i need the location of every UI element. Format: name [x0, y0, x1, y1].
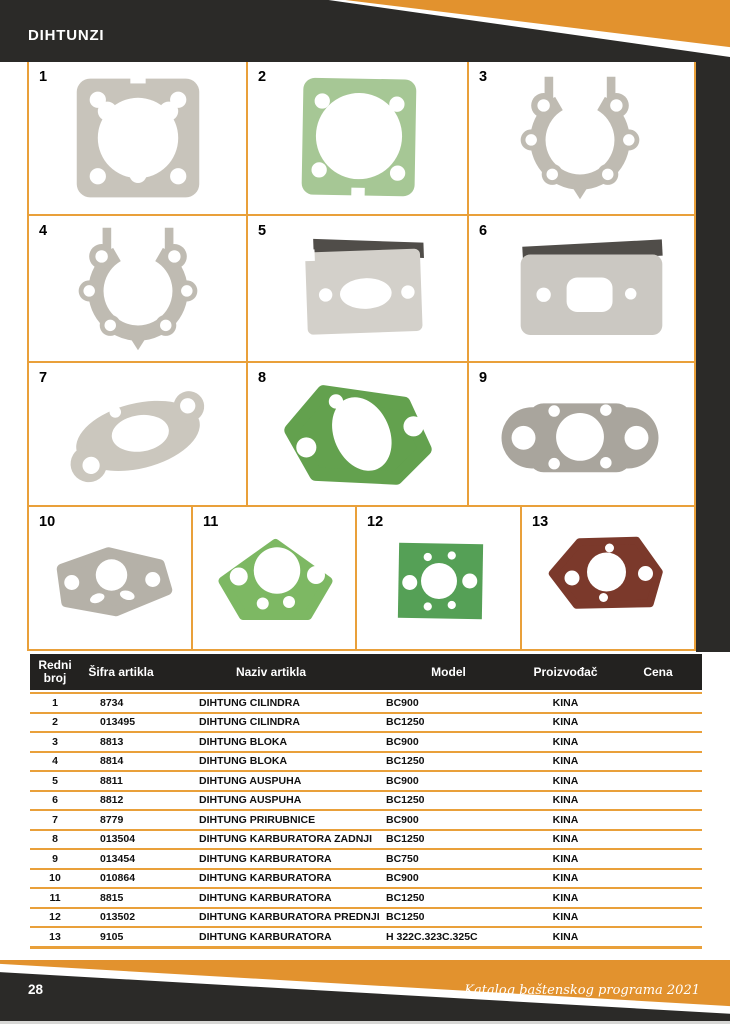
- table-header-sifra-artikla: Šifra artikla: [88, 664, 154, 679]
- item-number: 11: [203, 514, 219, 530]
- table-cell-sifra-artikla: 9105: [100, 930, 124, 943]
- grid-row-1: [29, 62, 694, 216]
- table-cell-model: BC1250: [386, 911, 425, 924]
- parts-table: [30, 654, 702, 949]
- table-row: [30, 928, 702, 949]
- page-footer: [0, 960, 730, 1024]
- table-cell-redni-broj: 7: [52, 813, 58, 826]
- table-cell-model: BC900: [386, 735, 419, 748]
- table-cell-naziv-artikla: DIHTUNG KARBURATORA: [199, 891, 332, 904]
- table-row: [30, 870, 702, 890]
- table-header-row: [30, 654, 702, 690]
- table-row: [30, 811, 702, 831]
- table-cell-redni-broj: 4: [52, 755, 58, 768]
- table-cell-proizvodjac: KINA: [552, 716, 579, 729]
- product-cell-5: [248, 216, 469, 361]
- gasket-photo-carb-gray-slots: [35, 517, 185, 639]
- table-cell-model: BC1250: [386, 716, 425, 729]
- table-row: [30, 850, 702, 870]
- table-header-cena: Cena: [643, 664, 673, 679]
- table-cell-model: BC1250: [386, 833, 425, 846]
- gasket-photo-cylinder-gray: [39, 71, 237, 205]
- table-row: [30, 694, 702, 714]
- item-number: 12: [367, 514, 384, 530]
- gasket-photo-block-gray: [481, 71, 679, 205]
- table-cell-redni-broj: 11: [49, 891, 61, 904]
- table-cell-proizvodjac: KINA: [552, 891, 579, 904]
- table-cell-redni-broj: 13: [49, 930, 61, 943]
- page-title: DIHTUNZI: [28, 27, 105, 44]
- table-row: [30, 733, 702, 753]
- table-cell-proizvodjac: KINA: [552, 735, 579, 748]
- gasket-photo-carb-rear-green: [259, 367, 457, 501]
- product-cell-3: [469, 62, 690, 214]
- grid-row-2: [29, 216, 694, 363]
- table-header-proizvodjac: Proizvođač: [533, 664, 598, 679]
- right-edge-dark-band: [696, 62, 730, 652]
- table-header-model: Model: [431, 664, 466, 679]
- table-cell-sifra-artikla: 013502: [100, 911, 136, 924]
- table-cell-proizvodjac: KINA: [552, 755, 579, 768]
- table-cell-redni-broj: 2: [52, 716, 58, 729]
- table-cell-proizvodjac: KINA: [552, 911, 579, 924]
- product-cell-2: [248, 62, 469, 214]
- gasket-photo-muffler-wide: [481, 222, 679, 356]
- item-number: 4: [39, 223, 48, 239]
- table-cell-sifra-artikla: 013504: [100, 833, 136, 846]
- table-body: [30, 692, 702, 949]
- item-number: 5: [258, 223, 267, 239]
- gasket-photo-carb-pentagon-green: [199, 517, 349, 639]
- table-cell-redni-broj: 9: [52, 852, 58, 865]
- table-cell-sifra-artikla: 8815: [100, 891, 124, 904]
- table-cell-naziv-artikla: DIHTUNG AUSPUHA: [199, 794, 302, 807]
- grid-row-3: [29, 363, 694, 507]
- item-number: 2: [258, 69, 267, 85]
- table-cell-redni-broj: 8: [52, 833, 58, 846]
- item-number: 1: [39, 69, 48, 85]
- product-cell-12: [357, 507, 522, 649]
- product-grid: [27, 62, 696, 651]
- table-cell-naziv-artikla: DIHTUNG BLOKA: [199, 755, 288, 768]
- table-row: [30, 714, 702, 734]
- page-header: [0, 0, 730, 62]
- gasket-photo-block-gray: [39, 222, 237, 356]
- gasket-photo-carb-front-green: [364, 517, 514, 639]
- table-cell-model: H 322C.323C.325C: [386, 930, 478, 943]
- gasket-photo-carb-red: [530, 517, 680, 639]
- gasket-photo-carb-gray: [481, 367, 679, 501]
- gasket-photo-flange: [39, 367, 237, 501]
- table-cell-naziv-artikla: DIHTUNG KARBURATORA: [199, 872, 332, 885]
- table-cell-redni-broj: 5: [52, 774, 58, 787]
- product-cell-9: [469, 363, 690, 505]
- table-cell-redni-broj: 6: [52, 794, 58, 807]
- table-cell-redni-broj: 10: [49, 872, 61, 885]
- table-cell-model: BC900: [386, 872, 419, 885]
- table-cell-naziv-artikla: DIHTUNG KARBURATORA PREDNJI: [199, 911, 380, 924]
- table-row: [30, 909, 702, 929]
- table-cell-sifra-artikla: 013495: [100, 716, 136, 729]
- product-cell-13: [522, 507, 688, 649]
- table-cell-sifra-artikla: 8814: [100, 755, 124, 768]
- item-number: 9: [479, 370, 488, 386]
- table-cell-naziv-artikla: DIHTUNG CILINDRA: [199, 716, 300, 729]
- item-number: 3: [479, 69, 488, 85]
- product-cell-11: [193, 507, 357, 649]
- table-cell-proizvodjac: KINA: [552, 930, 579, 943]
- table-cell-model: BC1250: [386, 891, 425, 904]
- table-cell-sifra-artikla: 8811: [100, 774, 123, 787]
- table-cell-sifra-artikla: 8779: [100, 813, 124, 826]
- table-cell-model: BC1250: [386, 755, 425, 768]
- table-cell-proizvodjac: KINA: [552, 852, 579, 865]
- table-header-naziv-artikla: Naziv artikla: [235, 664, 307, 679]
- table-cell-sifra-artikla: 013454: [100, 852, 136, 865]
- table-row: [30, 753, 702, 773]
- table-cell-redni-broj: 12: [49, 911, 61, 924]
- product-cell-7: [29, 363, 248, 505]
- table-cell-naziv-artikla: DIHTUNG KARBURATORA ZADNJI: [199, 833, 373, 846]
- table-cell-naziv-artikla: DIHTUNG KARBURATORA: [199, 930, 332, 943]
- table-header-redni-broj: Redni broj: [38, 658, 72, 685]
- table-row: [30, 831, 702, 851]
- footer-catalog-label: Katalog baštenskog programa 2021: [464, 983, 700, 998]
- product-cell-6: [469, 216, 690, 361]
- table-cell-redni-broj: 3: [52, 735, 58, 748]
- table-cell-sifra-artikla: 8813: [100, 735, 124, 748]
- table-cell-model: BC900: [386, 774, 419, 787]
- product-cell-10: [29, 507, 193, 649]
- table-row: [30, 772, 702, 792]
- item-number: 10: [39, 514, 56, 530]
- item-number: 7: [39, 370, 48, 386]
- table-cell-proizvodjac: KINA: [552, 696, 579, 709]
- table-cell-sifra-artikla: 8812: [100, 794, 124, 807]
- table-cell-sifra-artikla: 010864: [100, 872, 136, 885]
- table-cell-proizvodjac: KINA: [552, 833, 579, 846]
- product-cell-4: [29, 216, 248, 361]
- table-cell-naziv-artikla: DIHTUNG AUSPUHA: [199, 774, 302, 787]
- item-number: 13: [532, 514, 549, 530]
- product-cell-1: [29, 62, 248, 214]
- item-number: 6: [479, 223, 488, 239]
- table-cell-model: BC900: [386, 696, 419, 709]
- table-cell-naziv-artikla: DIHTUNG CILINDRA: [199, 696, 300, 709]
- table-cell-proizvodjac: KINA: [552, 794, 579, 807]
- table-cell-proizvodjac: KINA: [552, 872, 579, 885]
- table-cell-redni-broj: 1: [52, 696, 58, 709]
- table-cell-proizvodjac: KINA: [552, 774, 579, 787]
- table-cell-model: BC750: [386, 852, 419, 865]
- table-cell-naziv-artikla: DIHTUNG PRIRUBNICE: [199, 813, 316, 826]
- footer-page-number: 28: [28, 982, 44, 997]
- header-diagonal-orange-accent: [0, 0, 730, 62]
- table-cell-model: BC1250: [386, 794, 425, 807]
- product-cell-8: [248, 363, 469, 505]
- table-row: [30, 889, 702, 909]
- grid-row-4: [29, 507, 694, 651]
- table-cell-naziv-artikla: DIHTUNG BLOKA: [199, 735, 288, 748]
- table-cell-naziv-artikla: DIHTUNG KARBURATORA: [199, 852, 332, 865]
- gasket-photo-muffler: [259, 222, 457, 356]
- item-number: 8: [258, 370, 267, 386]
- table-row: [30, 792, 702, 812]
- gasket-photo-cylinder-green: [259, 71, 457, 205]
- table-cell-model: BC900: [386, 813, 419, 826]
- table-cell-proizvodjac: KINA: [552, 813, 579, 826]
- table-cell-sifra-artikla: 8734: [100, 696, 124, 709]
